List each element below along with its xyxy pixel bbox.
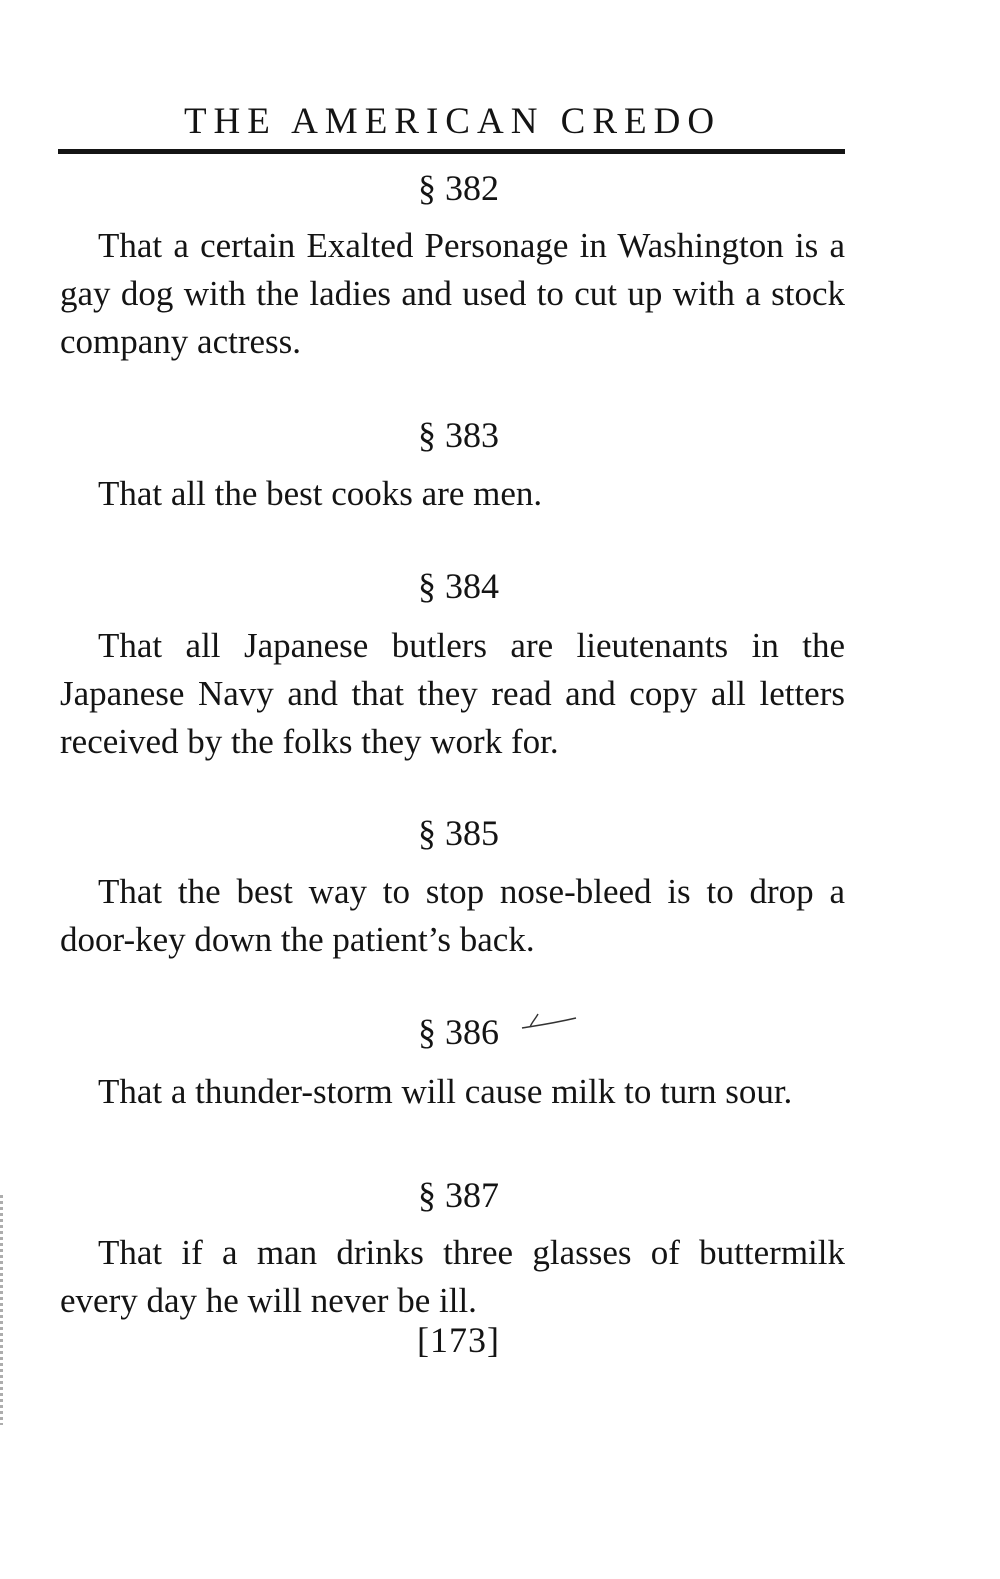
section-text-387: That if a man drinks three glasses of buttermilk every day he will never be ill. xyxy=(60,1233,845,1320)
section-text-384: That all Japanese butlers are lieutenants in the Japanese Navy and that they read and copy all letters received by the folks they work for. xyxy=(60,626,845,761)
section-number-385: § 385 xyxy=(418,813,499,853)
section-text-385: That the best way to stop nose-bleed is to drop a door-key down the patient’s back. xyxy=(60,872,845,959)
binding-edge xyxy=(0,1195,3,1425)
section-text-382: That a certain Exalted Personage in Washington is a gay dog with the ladies and used to cut up with a stock company actress. xyxy=(60,226,845,361)
running-head: THE AMERICAN CREDO xyxy=(183,101,722,142)
section-number-386: § 386 xyxy=(418,1012,499,1052)
section-number-383: § 383 xyxy=(418,415,499,455)
section-number-387: § 387 xyxy=(418,1175,499,1215)
header-rule xyxy=(58,149,845,154)
page-number: [173] xyxy=(417,1320,500,1360)
section-text-386: That a thunder-storm will cause milk to turn sour. xyxy=(98,1072,793,1111)
section-text-383: That all the best cooks are men. xyxy=(98,474,543,513)
section-number-382: § 382 xyxy=(418,168,499,208)
pencil-mark-icon xyxy=(520,1010,580,1034)
section-number-384: § 384 xyxy=(418,566,499,606)
